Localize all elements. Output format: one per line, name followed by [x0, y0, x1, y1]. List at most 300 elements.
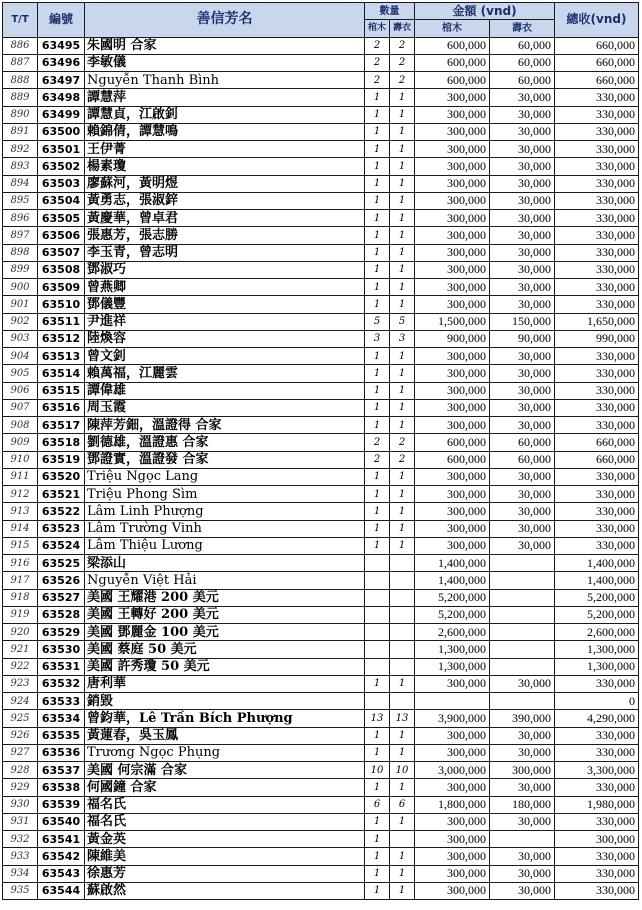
row-qty-coffin: 1	[365, 279, 390, 296]
row-total: 1,300,000	[555, 658, 639, 675]
row-code: 63535	[38, 727, 85, 744]
row-amount-coffin: 1,500,000	[415, 313, 490, 330]
row-code: 63544	[38, 882, 85, 899]
row-amount-coffin: 300,000	[415, 813, 490, 830]
row-tt: 902	[3, 313, 38, 330]
row-tt: 919	[3, 606, 38, 623]
row-code: 63536	[38, 744, 85, 761]
row-total: 1,300,000	[555, 641, 639, 658]
row-qty-shroud	[390, 606, 415, 623]
row-amount-shroud: 60,000	[490, 37, 555, 54]
row-total: 660,000	[555, 451, 639, 468]
row-code: 63542	[38, 848, 85, 865]
table-row	[3, 831, 639, 848]
row-code: 63537	[38, 762, 85, 779]
row-tt: 901	[3, 296, 38, 313]
row-code: 63514	[38, 365, 85, 382]
row-amount-coffin: 300,000	[415, 831, 490, 848]
row-name: 賴錦倩，譚慧鳴	[85, 123, 365, 140]
row-code: 63532	[38, 675, 85, 692]
row-code: 63508	[38, 261, 85, 278]
row-tt: 906	[3, 382, 38, 399]
row-tt: 929	[3, 779, 38, 796]
row-code: 63506	[38, 227, 85, 244]
row-name: 梁添山	[85, 555, 365, 572]
row-amount-shroud: 30,000	[490, 261, 555, 278]
row-amount-coffin: 300,000	[415, 848, 490, 865]
row-qty-shroud	[390, 572, 415, 589]
row-qty-coffin	[365, 589, 390, 606]
row-amount-coffin: 300,000	[415, 227, 490, 244]
table-row	[3, 279, 639, 296]
row-qty-coffin: 13	[365, 710, 390, 727]
row-tt: 887	[3, 54, 38, 71]
row-name: 陸煥容	[85, 330, 365, 347]
row-amount-shroud: 30,000	[490, 227, 555, 244]
row-code: 63538	[38, 779, 85, 796]
row-qty-coffin: 1	[365, 244, 390, 261]
row-qty-coffin: 2	[365, 451, 390, 468]
row-qty-coffin: 1	[365, 727, 390, 744]
row-qty-coffin	[365, 624, 390, 641]
row-qty-shroud: 5	[390, 313, 415, 330]
row-qty-coffin: 6	[365, 796, 390, 813]
table-row	[3, 882, 639, 899]
row-amount-shroud: 30,000	[490, 399, 555, 416]
table-row	[3, 606, 639, 623]
table-row	[3, 382, 639, 399]
row-amount-coffin: 3,900,000	[415, 710, 490, 727]
row-amount-coffin: 600,000	[415, 72, 490, 89]
row-total: 330,000	[555, 296, 639, 313]
row-amount-shroud	[490, 624, 555, 641]
row-code: 63531	[38, 658, 85, 675]
row-amount-coffin: 1,400,000	[415, 572, 490, 589]
row-qty-coffin: 1	[365, 865, 390, 882]
row-amount-coffin: 600,000	[415, 434, 490, 451]
row-code: 63515	[38, 382, 85, 399]
row-total: 990,000	[555, 330, 639, 347]
row-amount-coffin: 300,000	[415, 520, 490, 537]
row-qty-shroud	[390, 831, 415, 848]
row-total: 330,000	[555, 417, 639, 434]
table-row	[3, 744, 639, 761]
row-code: 63511	[38, 313, 85, 330]
row-name: 黃蓮春，吳玉鳳	[85, 727, 365, 744]
row-code: 63495	[38, 37, 85, 54]
row-code: 63505	[38, 210, 85, 227]
row-amount-shroud: 30,000	[490, 744, 555, 761]
row-amount-coffin: 300,000	[415, 141, 490, 158]
row-amount-coffin: 300,000	[415, 244, 490, 261]
row-qty-shroud: 1	[390, 261, 415, 278]
row-qty-coffin: 1	[365, 123, 390, 140]
row-total: 330,000	[555, 468, 639, 485]
header-qty-coffin: 棺木	[365, 20, 390, 37]
row-code: 63518	[38, 434, 85, 451]
row-amount-shroud: 30,000	[490, 848, 555, 865]
row-total: 330,000	[555, 848, 639, 865]
row-amount-shroud	[490, 555, 555, 572]
row-total: 2,600,000	[555, 624, 639, 641]
row-code: 63533	[38, 693, 85, 710]
row-amount-shroud: 60,000	[490, 72, 555, 89]
header-tt: T/T	[3, 3, 38, 38]
row-tt: 905	[3, 365, 38, 382]
row-qty-coffin: 1	[365, 210, 390, 227]
row-code: 63528	[38, 606, 85, 623]
row-total: 330,000	[555, 520, 639, 537]
row-code: 63543	[38, 865, 85, 882]
row-qty-coffin: 1	[365, 141, 390, 158]
row-total: 660,000	[555, 54, 639, 71]
row-tt: 933	[3, 848, 38, 865]
row-name: 張惠芳，張志勝	[85, 227, 365, 244]
row-tt: 888	[3, 72, 38, 89]
row-amount-shroud: 30,000	[490, 813, 555, 830]
row-code: 63517	[38, 417, 85, 434]
row-tt: 934	[3, 865, 38, 882]
row-qty-coffin: 1	[365, 468, 390, 485]
row-qty-coffin: 1	[365, 537, 390, 554]
table-row	[3, 675, 639, 692]
row-amount-shroud: 30,000	[490, 486, 555, 503]
row-qty-shroud: 1	[390, 537, 415, 554]
row-code: 63519	[38, 451, 85, 468]
row-amount-coffin: 1,300,000	[415, 658, 490, 675]
table-row	[3, 658, 639, 675]
row-amount-shroud: 30,000	[490, 106, 555, 123]
row-amount-shroud: 30,000	[490, 279, 555, 296]
header-qty: 數量	[365, 3, 415, 20]
row-amount-coffin: 5,200,000	[415, 589, 490, 606]
row-name: 福名氏	[85, 813, 365, 830]
row-tt: 908	[3, 417, 38, 434]
header-amount: 金額 (vnd)	[415, 3, 555, 20]
row-total: 330,000	[555, 779, 639, 796]
row-qty-shroud: 1	[390, 141, 415, 158]
row-qty-shroud: 1	[390, 244, 415, 261]
table-row	[3, 451, 639, 468]
header-code: 編號	[38, 3, 85, 38]
row-total: 330,000	[555, 192, 639, 209]
row-tt: 918	[3, 589, 38, 606]
row-code: 63516	[38, 399, 85, 416]
row-code: 63525	[38, 555, 85, 572]
row-qty-coffin: 1	[365, 520, 390, 537]
row-total: 5,200,000	[555, 589, 639, 606]
table-row	[3, 210, 639, 227]
row-amount-coffin: 300,000	[415, 365, 490, 382]
table-row	[3, 348, 639, 365]
row-amount-coffin: 300,000	[415, 417, 490, 434]
row-name: 蘇啟然	[85, 882, 365, 899]
row-code: 63534	[38, 710, 85, 727]
row-amount-coffin: 300,000	[415, 210, 490, 227]
row-qty-shroud: 1	[390, 503, 415, 520]
row-code: 63520	[38, 468, 85, 485]
row-code: 63530	[38, 641, 85, 658]
row-tt: 904	[3, 348, 38, 365]
table-row	[3, 537, 639, 554]
row-qty-coffin: 1	[365, 261, 390, 278]
table-row	[3, 399, 639, 416]
row-total: 330,000	[555, 399, 639, 416]
row-qty-coffin	[365, 606, 390, 623]
row-amount-coffin: 300,000	[415, 279, 490, 296]
row-code: 63523	[38, 520, 85, 537]
table-row	[3, 555, 639, 572]
row-amount-shroud	[490, 641, 555, 658]
header-amount-coffin: 棺木	[415, 20, 490, 37]
row-amount-shroud: 30,000	[490, 468, 555, 485]
row-qty-shroud	[390, 693, 415, 710]
row-qty-shroud	[390, 658, 415, 675]
row-tt: 896	[3, 210, 38, 227]
row-amount-shroud: 30,000	[490, 779, 555, 796]
row-qty-shroud: 1	[390, 348, 415, 365]
row-amount-coffin: 300,000	[415, 865, 490, 882]
row-amount-shroud: 30,000	[490, 727, 555, 744]
row-tt: 920	[3, 624, 38, 641]
row-tt: 895	[3, 192, 38, 209]
row-total: 4,290,000	[555, 710, 639, 727]
row-qty-coffin: 1	[365, 399, 390, 416]
row-amount-shroud: 30,000	[490, 365, 555, 382]
row-qty-shroud: 1	[390, 865, 415, 882]
row-amount-coffin	[415, 693, 490, 710]
row-total: 330,000	[555, 123, 639, 140]
table-row	[3, 54, 639, 71]
row-name: 譚慧貞，江啟釗	[85, 106, 365, 123]
row-total: 330,000	[555, 382, 639, 399]
row-name: 周玉霞	[85, 399, 365, 416]
row-qty-coffin: 1	[365, 417, 390, 434]
row-code: 63497	[38, 72, 85, 89]
row-qty-coffin: 1	[365, 848, 390, 865]
row-code: 63509	[38, 279, 85, 296]
row-name: 美國 鄧麗金 100 美元	[85, 624, 365, 641]
row-qty-coffin: 1	[365, 486, 390, 503]
row-qty-shroud	[390, 624, 415, 641]
row-qty-shroud: 1	[390, 727, 415, 744]
row-amount-shroud: 300,000	[490, 762, 555, 779]
header-amount-shroud: 壽衣	[490, 20, 555, 37]
row-qty-shroud: 2	[390, 72, 415, 89]
row-qty-shroud: 10	[390, 762, 415, 779]
row-qty-shroud: 1	[390, 123, 415, 140]
row-amount-coffin: 300,000	[415, 503, 490, 520]
row-code: 63512	[38, 330, 85, 347]
row-name: Nguyễn Việt Hải	[85, 572, 365, 589]
row-total: 330,000	[555, 486, 639, 503]
table-row	[3, 693, 639, 710]
row-amount-coffin: 300,000	[415, 399, 490, 416]
row-qty-shroud: 2	[390, 451, 415, 468]
row-qty-shroud: 1	[390, 744, 415, 761]
row-tt: 889	[3, 89, 38, 106]
row-tt: 909	[3, 434, 38, 451]
row-amount-coffin: 300,000	[415, 727, 490, 744]
row-amount-coffin: 600,000	[415, 37, 490, 54]
row-name: 黃慶華，曾卓君	[85, 210, 365, 227]
row-amount-shroud: 30,000	[490, 175, 555, 192]
row-tt: 899	[3, 261, 38, 278]
row-total: 5,200,000	[555, 606, 639, 623]
row-qty-coffin: 2	[365, 54, 390, 71]
table-row	[3, 123, 639, 140]
table-row	[3, 468, 639, 485]
row-qty-coffin: 2	[365, 37, 390, 54]
row-qty-shroud: 1	[390, 89, 415, 106]
row-qty-coffin: 2	[365, 72, 390, 89]
row-amount-shroud: 30,000	[490, 503, 555, 520]
row-total: 330,000	[555, 89, 639, 106]
row-amount-coffin: 300,000	[415, 158, 490, 175]
row-total: 660,000	[555, 72, 639, 89]
ledger-table	[2, 2, 639, 900]
row-name: 黃金英	[85, 831, 365, 848]
row-total: 330,000	[555, 882, 639, 899]
row-code: 63541	[38, 831, 85, 848]
row-code: 63500	[38, 123, 85, 140]
row-code: 63503	[38, 175, 85, 192]
row-name: Lâm Linh Phượng	[85, 503, 365, 520]
row-amount-shroud: 90,000	[490, 330, 555, 347]
row-tt: 925	[3, 710, 38, 727]
row-amount-coffin: 300,000	[415, 192, 490, 209]
row-amount-shroud	[490, 572, 555, 589]
row-code: 63513	[38, 348, 85, 365]
table-row	[3, 624, 639, 641]
row-tt: 910	[3, 451, 38, 468]
row-amount-shroud: 30,000	[490, 675, 555, 692]
row-name: 譚偉雄	[85, 382, 365, 399]
row-qty-coffin: 1	[365, 744, 390, 761]
row-total: 660,000	[555, 37, 639, 54]
row-name: 李敏儀	[85, 54, 365, 71]
table-row	[3, 37, 639, 54]
row-amount-shroud: 30,000	[490, 158, 555, 175]
table-row	[3, 417, 639, 434]
row-tt: 926	[3, 727, 38, 744]
row-amount-shroud	[490, 831, 555, 848]
row-amount-coffin: 300,000	[415, 106, 490, 123]
row-amount-coffin: 300,000	[415, 744, 490, 761]
row-amount-coffin: 300,000	[415, 779, 490, 796]
row-tt: 931	[3, 813, 38, 830]
row-name: 李玉青，曾志明	[85, 244, 365, 261]
table-row	[3, 89, 639, 106]
row-name: 王伊菁	[85, 141, 365, 158]
row-qty-coffin: 1	[365, 158, 390, 175]
row-code: 63507	[38, 244, 85, 261]
row-tt: 900	[3, 279, 38, 296]
row-amount-coffin: 300,000	[415, 348, 490, 365]
row-qty-shroud: 2	[390, 54, 415, 71]
row-total: 1,980,000	[555, 796, 639, 813]
table-row	[3, 261, 639, 278]
row-total: 660,000	[555, 434, 639, 451]
row-qty-coffin	[365, 555, 390, 572]
table-row	[3, 106, 639, 123]
row-qty-coffin: 2	[365, 434, 390, 451]
header-name: 善信芳名	[85, 3, 365, 38]
header-total: 總收(vnd)	[555, 3, 639, 38]
row-qty-coffin: 1	[365, 675, 390, 692]
row-total: 330,000	[555, 348, 639, 365]
row-qty-shroud: 1	[390, 675, 415, 692]
row-name: 何國鐘 合家	[85, 779, 365, 796]
row-code: 63526	[38, 572, 85, 589]
row-total: 330,000	[555, 244, 639, 261]
row-amount-shroud	[490, 693, 555, 710]
row-tt: 893	[3, 158, 38, 175]
row-tt: 928	[3, 762, 38, 779]
row-qty-shroud	[390, 589, 415, 606]
row-total: 330,000	[555, 365, 639, 382]
table-row	[3, 762, 639, 779]
row-amount-shroud: 30,000	[490, 348, 555, 365]
row-name: Triệu Ngọc Lang	[85, 468, 365, 485]
row-qty-coffin: 1	[365, 503, 390, 520]
row-code: 63502	[38, 158, 85, 175]
row-qty-shroud: 1	[390, 813, 415, 830]
row-amount-coffin: 300,000	[415, 882, 490, 899]
header-qty-shroud: 壽衣	[390, 20, 415, 37]
row-tt: 892	[3, 141, 38, 158]
row-tt: 898	[3, 244, 38, 261]
row-name: 陳萍芳鈿，溫證得 合家	[85, 417, 365, 434]
row-total: 330,000	[555, 210, 639, 227]
row-amount-shroud: 180,000	[490, 796, 555, 813]
row-amount-shroud: 30,000	[490, 382, 555, 399]
row-qty-coffin: 1	[365, 192, 390, 209]
table-row	[3, 520, 639, 537]
row-amount-coffin: 1,800,000	[415, 796, 490, 813]
row-total: 3,300,000	[555, 762, 639, 779]
row-code: 63527	[38, 589, 85, 606]
row-tt: 907	[3, 399, 38, 416]
row-qty-coffin: 1	[365, 296, 390, 313]
row-tt: 890	[3, 106, 38, 123]
row-qty-shroud: 2	[390, 37, 415, 54]
row-total: 330,000	[555, 537, 639, 554]
row-tt: 935	[3, 882, 38, 899]
row-qty-coffin: 1	[365, 89, 390, 106]
row-amount-coffin: 300,000	[415, 537, 490, 554]
row-amount-shroud: 30,000	[490, 537, 555, 554]
row-qty-coffin: 1	[365, 365, 390, 382]
row-qty-coffin: 5	[365, 313, 390, 330]
row-qty-shroud: 1	[390, 158, 415, 175]
row-code: 63521	[38, 486, 85, 503]
table-row	[3, 572, 639, 589]
row-qty-coffin: 1	[365, 227, 390, 244]
row-code: 63501	[38, 141, 85, 158]
row-amount-shroud	[490, 606, 555, 623]
row-name: 尹進祥	[85, 313, 365, 330]
row-tt: 897	[3, 227, 38, 244]
row-qty-coffin	[365, 572, 390, 589]
row-name: Nguyễn Thanh Bình	[85, 72, 365, 89]
row-tt: 923	[3, 675, 38, 692]
row-name: 鄧儀豐	[85, 296, 365, 313]
row-amount-shroud	[490, 658, 555, 675]
row-amount-coffin: 300,000	[415, 382, 490, 399]
row-qty-shroud: 1	[390, 520, 415, 537]
row-total: 330,000	[555, 175, 639, 192]
